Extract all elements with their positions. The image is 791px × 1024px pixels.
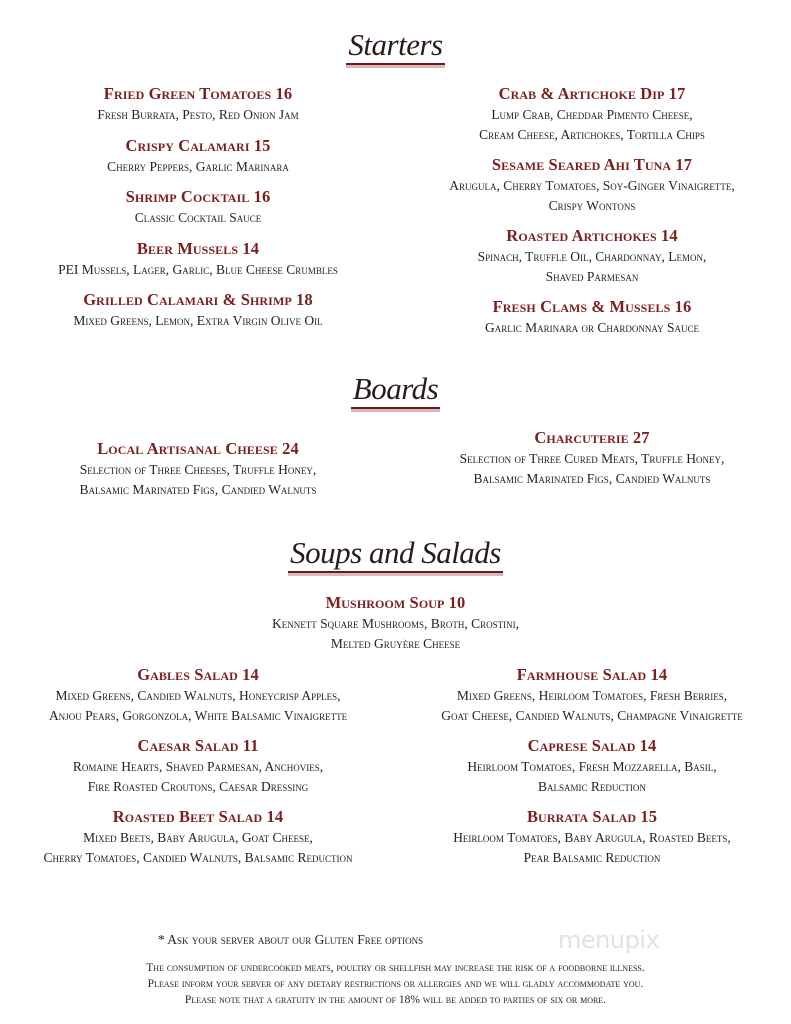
menu-item-description: Balsamic Reduction	[538, 778, 646, 794]
menu-item-description: Melted Gruyère Cheese	[330, 635, 461, 651]
menu-item-description: Heirloom Tomatoes, Baby Arugula, Roasted Beets,	[453, 830, 731, 845]
disclaimer-line: Please note that a gratuity in the amount of 18% will be added to parties of six or more.	[184, 994, 607, 1006]
menu-item-description: Balsamic Marinated Figs, Candied Walnuts	[79, 481, 317, 497]
boards-left-column	[0, 438, 396, 509]
menu-item	[396, 427, 788, 488]
starters-heading	[0, 28, 791, 65]
menu-item-description: PEI Mussels, Lager, Garlic, Blue Cheese Crumbles	[58, 261, 338, 277]
section-title: Boards	[351, 372, 440, 409]
soups-right-column	[396, 664, 788, 877]
menu-item	[396, 225, 788, 286]
menu-item	[0, 238, 396, 280]
menu-item-description: Arugula, Cherry Tomatoes, Soy-Ginger Vinaigrette,	[449, 178, 735, 193]
menu-item-description: Fire Roasted Croutons, Caesar Dressing	[87, 778, 309, 794]
menu-item	[0, 735, 396, 796]
section-title: Starters	[346, 28, 444, 65]
menu-item	[0, 806, 396, 867]
menu-item-name: Grilled Calamari & Shrimp 18	[83, 290, 313, 309]
menu-item-name: Caprese Salad 14	[527, 736, 657, 755]
menu-item	[0, 438, 396, 499]
menu-item-name: Fresh Clams & Mussels 16	[492, 297, 692, 316]
starters-right-column	[396, 83, 788, 348]
menu-item-name: Charcuterie 27	[534, 428, 650, 447]
menu-item-description: Anjou Pears, Gorgonzola, White Balsamic Vinaigrette	[48, 707, 348, 723]
menu-item-description: Garlic Marinara or Chardonnay Sauce	[485, 320, 699, 335]
menu-item-name: Caesar Salad 11	[137, 736, 259, 755]
menu-item	[396, 806, 788, 867]
menu-item-description: Mixed Beets, Baby Arugula, Goat Cheese,	[83, 830, 313, 845]
menu-item-description: Selection of Three Cured Meats, Truffle Honey,	[459, 451, 725, 466]
menu-item	[0, 83, 396, 125]
boards-heading	[0, 372, 791, 409]
menu-item-description: Mixed Greens, Candied Walnuts, Honeycrisp Apples,	[55, 688, 341, 703]
menu-item	[0, 289, 396, 331]
soups-center-column	[0, 592, 791, 663]
menu-item-name: Mushroom Soup 10	[325, 593, 466, 612]
menu-item-description: Fresh Burrata, Pesto, Red Onion Jam	[97, 107, 299, 122]
menu-item-name: Gables Salad 14	[137, 665, 259, 684]
gluten-free-note: * Ask your server about our Gluten Free options	[157, 932, 424, 947]
menu-item-name: Roasted Artichokes 14	[506, 226, 678, 245]
menu-item-name: Sesame Seared Ahi Tuna 17	[491, 155, 693, 174]
menu-item-name: Burrata Salad 15	[526, 807, 658, 826]
menu-item-description: Mixed Greens, Heirloom Tomatoes, Fresh Berries,	[456, 688, 728, 703]
menu-item-description: Mixed Greens, Lemon, Extra Virgin Olive Oil	[73, 313, 323, 328]
menu-item-description: Pear Balsamic Reduction	[523, 849, 661, 865]
disclaimer-line: Please inform your server of any dietary restrictions or allergies and we will gladly accommodate you.	[147, 978, 644, 990]
menu-item	[396, 664, 788, 725]
menu-item-description: Lump Crab, Cheddar Pimento Cheese,	[491, 107, 693, 122]
soups-heading	[0, 536, 791, 573]
menu-item-description: Cream Cheese, Artichokes, Tortilla Chips	[479, 126, 705, 142]
menu-item-description: Cherry Peppers, Garlic Marinara	[107, 158, 289, 174]
menu-item-name: Crab & Artichoke Dip 17	[498, 84, 686, 103]
menu-item-description: Goat Cheese, Candied Walnuts, Champagne Vinaigrette	[441, 707, 743, 723]
menu-item	[396, 296, 788, 338]
section-title: Soups and Salads	[288, 536, 503, 573]
menu-item-name: Local Artisanal Cheese 24	[97, 439, 299, 458]
menu-item-description: Balsamic Marinated Figs, Candied Walnuts	[473, 470, 711, 486]
menu-item-description: Romaine Hearts, Shaved Parmesan, Anchovies,	[72, 759, 324, 774]
menu-item	[0, 135, 396, 177]
menu-item	[396, 83, 788, 144]
menu-item-description: Shaved Parmesan	[545, 268, 639, 284]
menu-item-name: Roasted Beet Salad 14	[112, 807, 284, 826]
menu-item	[0, 664, 396, 725]
disclaimer-line: The consumption of undercooked meats, poultry or shellfish may increase the risk of a foodborne illness.	[146, 962, 645, 974]
menu-item-name: Fried Green Tomatoes 16	[103, 84, 293, 103]
menu-item-description: Kennett Square Mushrooms, Broth, Crostini,	[272, 616, 519, 631]
disclaimer	[0, 960, 791, 1008]
menu-item-description: Spinach, Truffle Oil, Chardonnay, Lemon,	[477, 249, 707, 264]
boards-right-column	[396, 427, 788, 498]
starters-left-column	[0, 83, 396, 341]
menu-item-description: Heirloom Tomatoes, Fresh Mozzarella, Basil,	[467, 759, 717, 774]
menu-item-description: Classic Cocktail Sauce	[134, 210, 262, 225]
menu-item-description: Crispy Wontons	[548, 197, 636, 213]
menu-item	[0, 592, 791, 653]
menu-item	[396, 154, 788, 215]
menu-item-name: Crispy Calamari 15	[125, 135, 271, 155]
soups-left-column	[0, 664, 396, 877]
menu-item-description: Cherry Tomatoes, Candied Walnuts, Balsamic Reduction	[43, 849, 353, 865]
menu-item	[0, 186, 396, 228]
menupix-watermark: menupix	[558, 926, 660, 954]
menu-item-name: Shrimp Cocktail 16	[125, 187, 271, 206]
menu-item-name: Farmhouse Salad 14	[516, 665, 668, 684]
menu-item-name: Beer Mussels 14	[136, 238, 260, 258]
menu-item-description: Selection of Three Cheeses, Truffle Honey,	[79, 462, 317, 477]
menu-item	[396, 735, 788, 796]
